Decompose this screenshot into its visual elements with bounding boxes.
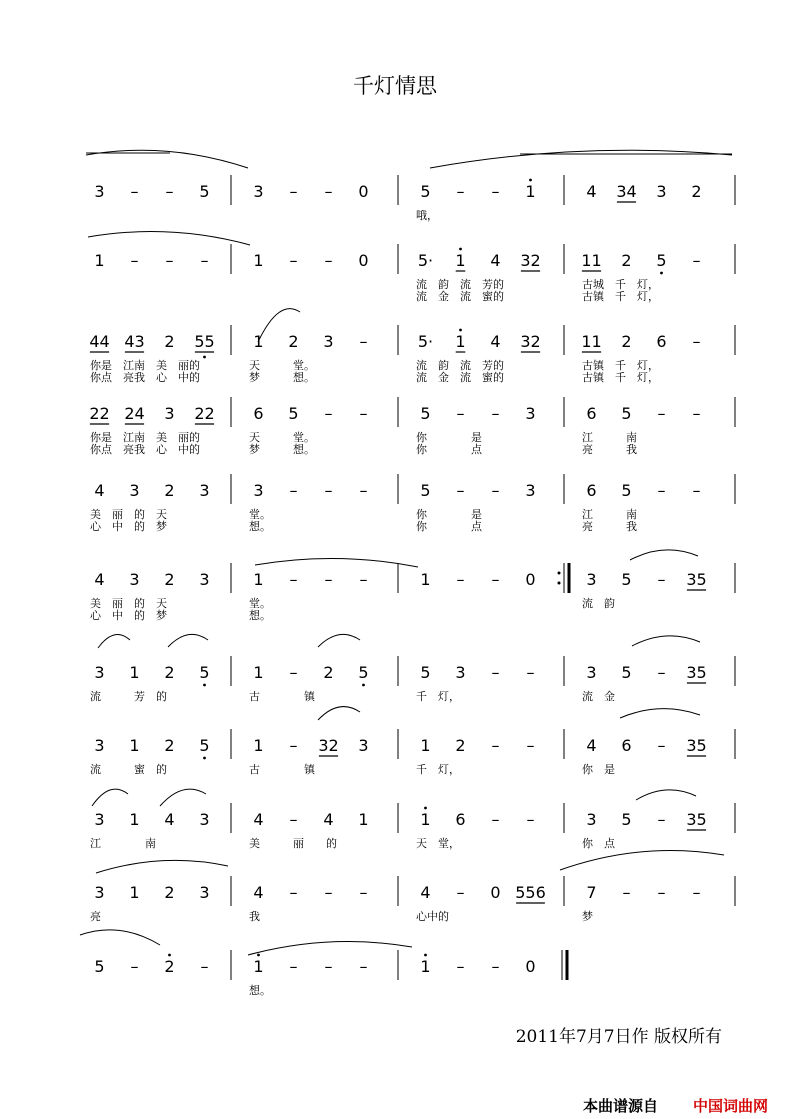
note: 11 [581, 332, 602, 351]
octave-dot-up [257, 954, 260, 957]
note: 3 [525, 404, 536, 423]
lyric: 古城 千 灯， [582, 278, 659, 291]
note: 22 [194, 404, 215, 423]
note: 5 [288, 404, 299, 423]
note: – [526, 663, 535, 682]
slur [168, 634, 208, 647]
note: – [526, 736, 535, 755]
slur [636, 790, 696, 800]
date-copyright: 2011年7月7日作 版权所有 [515, 1027, 722, 1047]
note: 24 [124, 404, 145, 423]
note: 1 [253, 663, 264, 682]
note: 2 [164, 957, 175, 976]
note: 5 [420, 404, 431, 423]
note: 2 [164, 570, 175, 589]
note: 556 [515, 883, 546, 902]
note: – [692, 481, 701, 500]
lyric: 流 金 [582, 690, 615, 703]
slur [96, 860, 228, 873]
note: – [324, 570, 333, 589]
lyric: 你 点 [416, 520, 482, 533]
note: 5 [199, 663, 210, 682]
note: 3 [586, 810, 597, 829]
note: 3 [94, 182, 105, 201]
lyric: 美 丽 的 天 [90, 508, 167, 521]
lyric: 亮 [90, 910, 101, 923]
note: 1 [129, 810, 140, 829]
lyric: 天 堂， [416, 837, 460, 850]
note: 6 [586, 404, 597, 423]
source-label: 本曲谱源自 [583, 1097, 659, 1115]
note: – [324, 251, 333, 270]
note: 1 [253, 736, 264, 755]
note: 1 [129, 736, 140, 755]
note: 2 [164, 663, 175, 682]
lyric: 流 韵 [582, 597, 615, 610]
note: 1 [420, 957, 431, 976]
note: 4 [323, 810, 334, 829]
lyric: 哦， [416, 209, 438, 222]
note: – [692, 332, 701, 351]
note: 3 [129, 570, 140, 589]
note: 5 [621, 404, 632, 423]
note: 5 [94, 957, 105, 976]
note: 1 [420, 810, 431, 829]
note: 1 [420, 570, 431, 589]
lyric: 心中的 [416, 910, 449, 923]
note: 3 [129, 481, 140, 500]
note: 22 [89, 404, 110, 423]
note: – [289, 481, 298, 500]
note: 0 [525, 957, 536, 976]
lyric: 你 是 [582, 763, 615, 776]
note: 5 [199, 182, 210, 201]
lyric: 古 镇 [249, 763, 315, 776]
slur [560, 850, 724, 870]
note: – [456, 404, 465, 423]
note: 5· [417, 332, 434, 351]
lyric: 梦 [582, 910, 593, 923]
note: 4 [420, 883, 431, 902]
note: – [289, 182, 298, 201]
note: 1 [253, 251, 264, 270]
note: 4 [586, 182, 597, 201]
octave-dot-down [660, 272, 663, 275]
note: – [289, 883, 298, 902]
note: 44 [89, 332, 110, 351]
note: – [456, 883, 465, 902]
octave-dot-down [203, 757, 206, 760]
note: 0 [490, 883, 501, 902]
slur [92, 789, 128, 806]
note: 3 [199, 481, 210, 500]
lyric: 江 南 [90, 837, 156, 850]
note: – [165, 251, 174, 270]
lyric: 江 南 [582, 431, 637, 444]
note: 2 [621, 251, 632, 270]
note: – [289, 957, 298, 976]
note: 4 [164, 810, 175, 829]
octave-dot-up [459, 329, 462, 332]
slur [80, 930, 160, 945]
slur [248, 942, 412, 955]
lyric: 亮 我 [582, 520, 637, 533]
lyric: 美 丽 的 天 [90, 597, 167, 610]
note: – [456, 957, 465, 976]
note: 5 [621, 481, 632, 500]
note: 4 [490, 251, 501, 270]
note: 6 [621, 736, 632, 755]
note: 5 [199, 736, 210, 755]
lyric: 流 金 流 蜜的 [416, 371, 504, 384]
lyric: 古镇 千 灯， [582, 290, 659, 303]
note: 1 [129, 883, 140, 902]
note: 2 [164, 883, 175, 902]
note: 6 [656, 332, 667, 351]
note: 3 [586, 570, 597, 589]
note: 32 [318, 736, 339, 755]
slur [632, 636, 700, 646]
note: 2 [455, 736, 466, 755]
note: – [359, 481, 368, 500]
note: 43 [124, 332, 145, 351]
note: 55 [194, 332, 215, 351]
note: 2 [164, 332, 175, 351]
note: 1 [253, 570, 264, 589]
note: 5· [417, 251, 434, 270]
note: – [359, 883, 368, 902]
slur [255, 558, 418, 567]
lyric: 古镇 千 灯， [582, 359, 659, 372]
note: 35 [686, 736, 707, 755]
octave-dot-down [362, 684, 365, 687]
lyric: 你 点 [416, 443, 482, 456]
note: 1 [253, 332, 264, 351]
octave-dot-down [203, 684, 206, 687]
note: – [657, 883, 666, 902]
note: – [657, 663, 666, 682]
lyric: 流 蜜 的 [90, 763, 167, 776]
note: 5 [621, 810, 632, 829]
lyric: 堂。 [249, 508, 271, 521]
note: 35 [686, 570, 707, 589]
note: – [324, 883, 333, 902]
note: – [200, 251, 209, 270]
note: 3 [525, 481, 536, 500]
lyric: 天 堂。 [249, 359, 315, 372]
lyric: 你 是 [416, 431, 482, 444]
note: 6 [253, 404, 264, 423]
note: – [526, 810, 535, 829]
note: 32 [520, 251, 541, 270]
note: 1 [455, 251, 466, 270]
repeat-dot [558, 572, 561, 575]
slur [98, 635, 130, 648]
slur [630, 550, 698, 560]
note: 5 [621, 570, 632, 589]
slur [318, 707, 360, 720]
lyric: 美 丽 的 [249, 837, 337, 850]
note: 1 [420, 736, 431, 755]
lyric: 我 [249, 910, 260, 923]
note: 7 [586, 883, 597, 902]
note: 3 [586, 663, 597, 682]
note: – [657, 481, 666, 500]
octave-dot-up [424, 807, 427, 810]
note: – [491, 481, 500, 500]
lyric: 流 韵 流 芳的 [416, 359, 504, 372]
note: – [200, 957, 209, 976]
note: 11 [581, 251, 602, 270]
note: 1 [129, 663, 140, 682]
note: – [692, 883, 701, 902]
lyric: 堂。 [249, 597, 271, 610]
slur [318, 634, 360, 647]
note: 2 [164, 481, 175, 500]
note: 5 [420, 663, 431, 682]
note: – [622, 883, 631, 902]
note: 3 [94, 810, 105, 829]
note: – [692, 251, 701, 270]
note: 32 [520, 332, 541, 351]
repeat-dot [558, 582, 561, 585]
note: 3 [323, 332, 334, 351]
note: 1 [525, 182, 536, 201]
lyric: 梦 想。 [249, 371, 315, 384]
note: 0 [525, 570, 536, 589]
note: 3 [94, 883, 105, 902]
lyric: 你点 亮我 心 中的 [90, 371, 200, 384]
note: 3 [94, 663, 105, 682]
lyric: 你点 亮我 心 中的 [90, 443, 200, 456]
note: – [692, 404, 701, 423]
octave-dot-up [459, 248, 462, 251]
note: 5 [656, 251, 667, 270]
lyric: 心 中 的 梦 [90, 520, 167, 533]
note: 34 [616, 182, 637, 201]
note: – [456, 481, 465, 500]
lyric: 你 是 [416, 508, 482, 521]
note: 4 [490, 332, 501, 351]
note: 35 [686, 663, 707, 682]
slur [620, 709, 700, 718]
lyric: 流 金 流 蜜的 [416, 290, 504, 303]
note: – [130, 182, 139, 201]
note: 1 [94, 251, 105, 270]
note: 2 [288, 332, 299, 351]
note: 4 [94, 481, 105, 500]
note: 35 [686, 810, 707, 829]
lyric: 你是 江南 美 丽的 [90, 359, 200, 372]
note: – [324, 481, 333, 500]
note: – [491, 663, 500, 682]
note: 4 [586, 736, 597, 755]
octave-dot-up [529, 179, 532, 182]
note: 1 [253, 957, 264, 976]
note: 5 [420, 182, 431, 201]
note: 5 [621, 663, 632, 682]
song-title: 千灯情思 [353, 74, 437, 98]
lyric: 想。 [249, 984, 271, 997]
note: – [289, 570, 298, 589]
note: 0 [358, 182, 369, 201]
note: 3 [199, 570, 210, 589]
lyric: 流 芳 的 [90, 690, 167, 703]
note: – [324, 182, 333, 201]
note: – [289, 736, 298, 755]
note: 3 [164, 404, 175, 423]
note: 6 [455, 810, 466, 829]
note: 4 [94, 570, 105, 589]
note: 5 [420, 481, 431, 500]
note: 3 [358, 736, 369, 755]
source-name: 中国词曲网 [693, 1097, 769, 1115]
note: – [491, 957, 500, 976]
note: – [324, 957, 333, 976]
note: 0 [358, 251, 369, 270]
note: 1 [455, 332, 466, 351]
lyric: 心 中 的 梦 [90, 609, 167, 622]
note: – [359, 332, 368, 351]
lyric: 江 南 [582, 508, 637, 521]
note: 2 [164, 736, 175, 755]
lyric: 你 点 [582, 837, 615, 850]
lyric: 天 堂。 [249, 431, 315, 444]
note: 3 [253, 481, 264, 500]
note: 3 [656, 182, 667, 201]
octave-dot-down [203, 356, 206, 359]
note: 3 [94, 736, 105, 755]
lyric: 亮 我 [582, 443, 637, 456]
note: 3 [253, 182, 264, 201]
note: – [324, 404, 333, 423]
lyric: 流 韵 流 芳的 [416, 278, 504, 291]
note: – [491, 736, 500, 755]
note: – [657, 736, 666, 755]
note: 4 [253, 810, 264, 829]
slur [88, 232, 250, 245]
octave-dot-up [168, 954, 171, 957]
note: – [359, 404, 368, 423]
slur [160, 789, 206, 806]
slur [430, 150, 732, 168]
note: – [491, 570, 500, 589]
note: – [289, 663, 298, 682]
lyric: 想。 [249, 520, 271, 533]
note: 4 [253, 883, 264, 902]
note: 2 [323, 663, 334, 682]
note: – [456, 570, 465, 589]
note: 5 [358, 663, 369, 682]
note: – [491, 404, 500, 423]
note: – [491, 810, 500, 829]
note: 3 [455, 663, 466, 682]
note: – [130, 251, 139, 270]
note: – [456, 182, 465, 201]
note: 3 [199, 810, 210, 829]
note: – [359, 570, 368, 589]
note: – [657, 570, 666, 589]
note: 2 [691, 182, 702, 201]
note: 1 [358, 810, 369, 829]
note: – [657, 810, 666, 829]
note: – [130, 957, 139, 976]
note: – [289, 810, 298, 829]
lyric: 古 镇 [249, 690, 315, 703]
lyric: 想。 [249, 609, 271, 622]
note: – [165, 182, 174, 201]
lyric: 千 灯， [416, 690, 460, 703]
octave-dot-up [424, 954, 427, 957]
note: 2 [621, 332, 632, 351]
note: 3 [199, 883, 210, 902]
note: – [491, 182, 500, 201]
lyric: 千 灯， [416, 763, 460, 776]
lyric: 你是 江南 美 丽的 [90, 431, 200, 444]
lyric: 古镇 千 灯， [582, 371, 659, 384]
note: – [657, 404, 666, 423]
note: – [359, 957, 368, 976]
note: 6 [586, 481, 597, 500]
note: – [289, 251, 298, 270]
lyric: 梦 想。 [249, 443, 315, 456]
